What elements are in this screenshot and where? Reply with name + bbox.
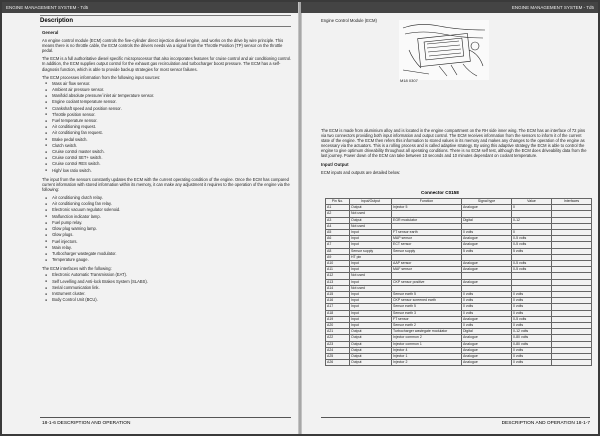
table-cell: Sensor supply	[350, 248, 392, 254]
list-item: ● Electronic vacuum regulator solenoid.	[45, 207, 292, 213]
table-cell: 0 volts	[462, 310, 512, 316]
list-item: ● Cruise control RES switch.	[45, 161, 292, 167]
table-cell: Analogue	[462, 261, 512, 267]
general-heading: General	[42, 30, 59, 35]
table-cell: Injector 5	[392, 205, 462, 211]
interfaces-intro: The ECM interfaces with the following:	[42, 266, 112, 272]
table-cell: Output	[350, 329, 392, 335]
table-cell: Injector 1	[392, 354, 462, 360]
table-cell: 0 volts	[512, 354, 552, 360]
paragraph: The ECM is a full authoritative diesel specific microprocessor that also incorporates features for cruise control and air conditioning control. In addition, the ECM supplies output control for the exhaust gas recirculation and turbocharger boost pressure. The ECM has a self-diagnosis function, which is able to provide backup strategies for most sensor failures.	[42, 56, 292, 72]
table-cell: A25	[326, 354, 350, 360]
list-item: ● Temperature gauge.	[45, 257, 292, 263]
table-cell: 0 volts	[512, 360, 552, 366]
table-cell: 0-80 volts	[512, 341, 552, 347]
table-cell: A26	[326, 360, 350, 366]
table-cell: CKP sensor screened earth	[392, 298, 462, 304]
list-item: ● Main relay.	[45, 245, 292, 251]
table-cell: A5	[326, 230, 350, 236]
table-cell: Input	[350, 236, 392, 242]
table-cell: Analogue	[462, 267, 512, 273]
right-page-body	[321, 128, 591, 178]
input-sources-list	[42, 81, 292, 174]
list-item: ● Fuel temperature sensor.	[45, 118, 292, 124]
io-intro: ECM inputs and outputs are detailed below:	[321, 169, 401, 175]
table-cell: 0-5 volts	[512, 316, 552, 322]
table-cell: Sensor earth 3	[392, 310, 462, 316]
table-cell: 0 volts	[512, 304, 552, 310]
left-page-header: ENGINE MANAGEMENT SYSTEM - Td5	[2, 2, 299, 13]
table-cell: A12	[326, 273, 350, 279]
table-cell: Analogue	[462, 354, 512, 360]
ecm-drawing-icon	[399, 20, 489, 80]
table-cell: 5 volts	[512, 248, 552, 254]
footer-rule	[321, 417, 590, 418]
list-item: ● Electronic Automatic Transmission (EAT).	[45, 272, 292, 278]
list-item: ● Cruise control SET+ switch.	[45, 155, 292, 161]
table-cell: 0-5 volts	[512, 267, 552, 273]
list-item: ● Clutch switch.	[45, 143, 292, 149]
list-item: ● High/ low ratio switch.	[45, 168, 292, 174]
table-cell: Input	[350, 279, 392, 285]
table-cell: Digital	[462, 217, 512, 223]
table-cell: Injector common 2	[392, 335, 462, 341]
table-cell: EGR modulator	[392, 217, 462, 223]
left-page-footer: 18-1-6 DESCRIPTION AND OPERATION	[42, 421, 131, 426]
table-cell: 0 volts	[512, 323, 552, 329]
table-cell: Not used	[350, 285, 392, 291]
table-cell: 0-5 volts	[512, 236, 552, 242]
table-cell: 0-5 volts	[512, 242, 552, 248]
table-cell: A17	[326, 304, 350, 310]
table-cell: FT sensor earth	[392, 230, 462, 236]
table-cell: A20	[326, 323, 350, 329]
ecm-illustration	[399, 20, 489, 80]
list-item: ● Air conditioning request.	[45, 124, 292, 130]
list-item: ● Ambient air pressure sensor.	[45, 87, 292, 93]
table-cell: 0 volts	[462, 304, 512, 310]
table-body	[326, 205, 592, 366]
list-item: ● Air conditioning fan request.	[45, 130, 292, 136]
table-header-cell: Value	[512, 199, 552, 205]
manual-spread	[2, 2, 598, 434]
table-cell: Injector common 1	[392, 341, 462, 347]
list-item: ● Throttle position sensor.	[45, 112, 292, 118]
table-cell: Input	[350, 304, 392, 310]
table-cell: 0 volts	[512, 347, 552, 353]
table-cell: A13	[326, 279, 350, 285]
table-header-cell: Pin No.	[326, 199, 350, 205]
table-cell: Injector 4	[392, 347, 462, 353]
table-header-cell: Function	[392, 199, 462, 205]
list-item: ● Body Control Unit (BCU).	[45, 297, 292, 303]
right-page	[301, 2, 598, 434]
list-item: ● Fuel pump relay.	[45, 220, 292, 226]
table-cell: Analogue	[462, 360, 512, 366]
list-item: ● Air conditioning clutch relay.	[45, 195, 292, 201]
table-cell: 0 volts	[462, 292, 512, 298]
table-cell: Sensor earth 2	[392, 323, 462, 329]
list-item: ● Air conditioning cooling fan relay.	[45, 201, 292, 207]
list-item: ● Malfunction indicator lamp.	[45, 214, 292, 220]
paragraph: The input from the sensors constantly updates the ECM with the current operating condition of the engine. Once the ECM has compared current information with stored information within its memory, it can make any adjustment it requires to the operation of the engine via the following:	[42, 176, 290, 192]
table-cell: 0 volts	[462, 230, 512, 236]
table-cell: A18	[326, 310, 350, 316]
table-header-cell: Signal type	[462, 199, 512, 205]
table-cell: Output	[350, 217, 392, 223]
table-cell: Input	[350, 267, 392, 273]
table-cell: A6	[326, 236, 350, 242]
table-cell: CKP sensor positive	[392, 279, 462, 285]
table-cell: MAF sensor	[392, 267, 462, 273]
table-cell: A2	[326, 211, 350, 217]
interfaces-list	[42, 272, 292, 303]
table-cell: Analogue	[462, 347, 512, 353]
table-cell: Output	[350, 354, 392, 360]
right-page-header: ENGINE MANAGEMENT SYSTEM - Td5	[301, 2, 598, 13]
table-cell: Output	[350, 347, 392, 353]
table-cell: 0-5 volts	[512, 261, 552, 267]
table-cell: Not used	[350, 273, 392, 279]
table-cell: Analogue	[462, 316, 512, 322]
table-cell: 0-12	[512, 217, 552, 223]
table-header-cell: Input/Output	[350, 199, 392, 205]
right-page-footer: DESCRIPTION AND OPERATION 18-1-7	[501, 421, 590, 426]
table-cell: A8	[326, 248, 350, 254]
table-cell: Input	[350, 261, 392, 267]
table-cell: AAP sensor	[392, 261, 462, 267]
table-cell: 5 volts	[462, 248, 512, 254]
left-page	[2, 2, 299, 434]
list-item: ● Glow plug warning lamp.	[45, 226, 292, 232]
table-cell: A24	[326, 347, 350, 353]
table-cell: A3	[326, 217, 350, 223]
table-cell: 0 volts	[512, 292, 552, 298]
table-cell: Sensor earth 5	[392, 292, 462, 298]
table-cell: Injector 2	[392, 360, 462, 366]
module-title: Engine Control Module (ECM)	[321, 18, 377, 23]
list-item: ● Cruise control master switch.	[45, 149, 292, 155]
table-cell: 0-12 volts	[512, 329, 552, 335]
footer-rule	[40, 417, 291, 418]
list-item: ● Glow plugs.	[45, 232, 292, 238]
io-heading: Input/ Output	[321, 161, 349, 167]
table-cell: 0 volts	[512, 310, 552, 316]
table-cell: A9	[326, 254, 350, 260]
table-cell: Analogue	[462, 205, 512, 211]
list-item: ● Crankshaft speed and position sensor.	[45, 106, 292, 112]
table-title: Connector C0158	[421, 190, 459, 195]
table-cell: Digital	[462, 329, 512, 335]
paragraph: An engine control module (ECM) controls the five-cylinder direct injection diesel engine, and works on the drive by wire principle. This means there is no throttle cable, the ECM controls the drivers needs via a signal from the Throttle Position (TP) sensor on the throttle pedal.	[42, 38, 284, 54]
table-row	[326, 360, 592, 366]
table-cell: Analogue	[462, 279, 512, 285]
table-cell: FT sensor	[392, 316, 462, 322]
table-cell: A19	[326, 316, 350, 322]
list-item: ● Serial communication link.	[45, 285, 292, 291]
table-cell: A21	[326, 329, 350, 335]
table-cell: Sensor earth 5	[392, 304, 462, 310]
table-cell: Turbocharger wastegate modulator	[392, 329, 462, 335]
table-cell: Output	[350, 341, 392, 347]
table-cell: HT pin	[350, 254, 392, 260]
table-cell: A7	[326, 242, 350, 248]
table-cell: 0	[512, 230, 552, 236]
table-cell: A16	[326, 298, 350, 304]
list-item: ● Brake pedal switch.	[45, 137, 292, 143]
table-cell: Input	[350, 323, 392, 329]
table-cell: Output	[350, 360, 392, 366]
figure-caption: M18 0307	[400, 78, 418, 83]
table-cell: A15	[326, 292, 350, 298]
table-cell: ECT sensor	[392, 242, 462, 248]
list-item: ● Fuel injectors.	[45, 239, 292, 245]
table-cell: A4	[326, 223, 350, 229]
table-cell: Input	[350, 292, 392, 298]
table-cell: A11	[326, 267, 350, 273]
table-cell: Not used	[350, 223, 392, 229]
paragraph: The ECM is made from aluminium alloy and is located in the engine compartment on the RH side inner wing. The ECM has an interface of 72 pins via two connectors providing both input information and output control. The ECM receives information from the sensors to inform it of the current state of the engine. The ECM then refers this information to stored values in its memory and makes any changes to the operation of the engine as necessary via the actuators. This is a rolling process and is called adaptive strategy. By using this adaptive strategy the ECM is able to control the engine to give optimum driveability throughout all operating conditions. There is no ECM self test, although the ECM does driveability data from the last journey. Power down of the ECM can take between 10 seconds and 10 minutes dependant on coolant temperature.	[321, 128, 587, 159]
table-cell: 0 volts	[462, 323, 512, 329]
table-cell: Analogue	[462, 335, 512, 341]
table-cell: MAP sensor	[392, 236, 462, 242]
table-cell: Analogue	[462, 341, 512, 347]
table-cell: A14	[326, 285, 350, 291]
table-cell: A10	[326, 261, 350, 267]
table-cell: A22	[326, 335, 350, 341]
list-item: ● Self Levelling and Anti-lock Brakes System (SLABS).	[45, 279, 292, 285]
table-cell: 0-80 volts	[512, 335, 552, 341]
table-cell: 0	[512, 205, 552, 211]
paragraph: The ECM processes information from the following input sources:	[42, 74, 161, 80]
table-cell: Analogue	[462, 242, 512, 248]
table-cell: Input	[350, 310, 392, 316]
table-cell: Input	[350, 316, 392, 322]
list-item: ● Instrument cluster.	[45, 291, 292, 297]
table-cell: Analogue	[462, 236, 512, 242]
table-cell	[552, 360, 592, 366]
outputs-list	[42, 195, 292, 263]
table-cell: Not used	[350, 211, 392, 217]
table-cell: A23	[326, 341, 350, 347]
section-title: Description	[40, 15, 291, 27]
table-cell: Output	[350, 335, 392, 341]
list-item: ● Turbocharger wastegate modulator.	[45, 251, 292, 257]
list-item: ● Engine coolant temperature sensor.	[45, 99, 292, 105]
table-cell: A1	[326, 205, 350, 211]
table-cell: Input	[350, 230, 392, 236]
table-header-cell: Interfaces	[552, 199, 592, 205]
table-cell: Output	[350, 205, 392, 211]
list-item: ● Manifold absolute pressure/ inlet air temperature sensor.	[45, 93, 292, 99]
table-cell: Input	[350, 298, 392, 304]
connector-table	[325, 198, 592, 366]
left-page-body	[42, 30, 292, 306]
table-cell: 0 volts	[462, 298, 512, 304]
table-cell: 0 volts	[512, 298, 552, 304]
list-item: ● Mass air flow sensor.	[45, 81, 292, 87]
table-cell: Input	[350, 242, 392, 248]
table-cell: Sensor supply	[392, 248, 462, 254]
